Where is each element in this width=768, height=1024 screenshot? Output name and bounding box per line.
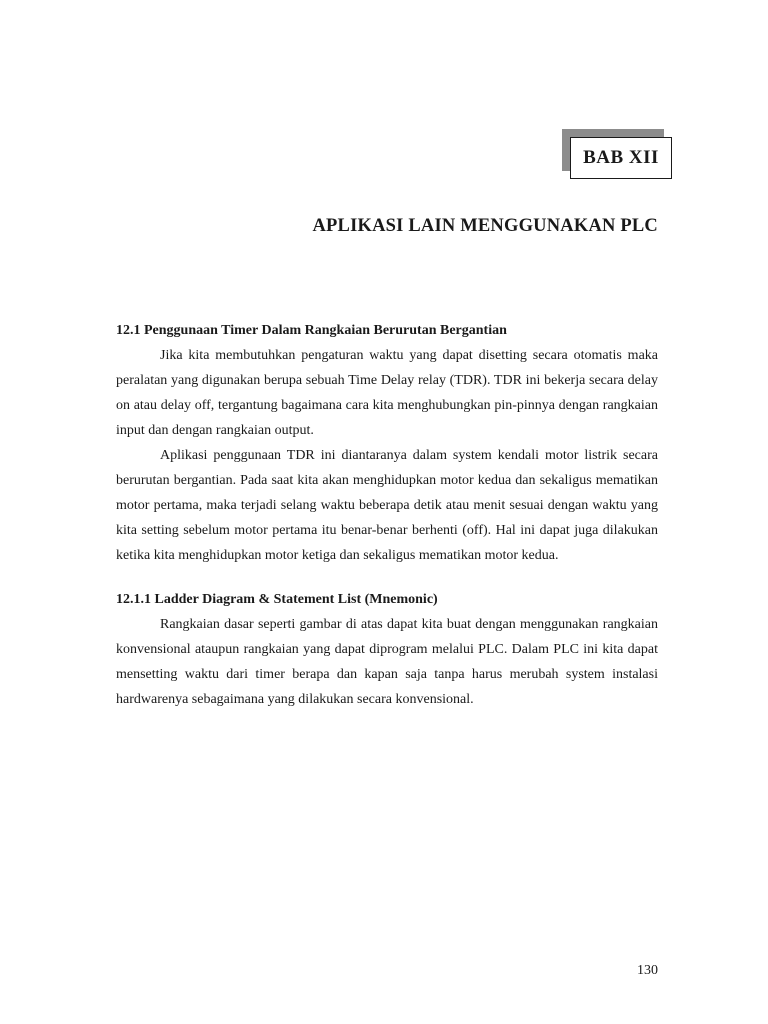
paragraph: Aplikasi penggunaan TDR ini diantaranya dalam system kendali motor listrik secara berurutan bergantian. Pada saat kita akan menghidupkan motor kedua dan sekaligus mematikan motor pertama, maka terjadi selang waktu beberapa detik atau menit sesuai dengan waktu yang kita setting sebelum motor pertama itu benar-benar berhenti (off). Hal ini dapat juga dilakukan ketika kita menghidupkan motor ketiga dan sekaligus mematikan motor kedua. (116, 448, 658, 563)
paragraph: Rangkaian dasar seperti gambar di atas dapat kita buat dengan menggunakan rangkaian konvensional ataupun rangkaian yang dapat diprogram melalui PLC. Dalam PLC ini kita dapat mensetting waktu dari timer berapa dan kapan saja tanpa harus merubah system instalasi hardwarenya sebagaimana yang dilakukan secara konvensional. (116, 617, 658, 707)
chapter-label-box (562, 129, 666, 173)
chapter-title: APLIKASI LAIN MENGGUNAKAN PLC (312, 216, 658, 236)
section-heading-12-1-1: 12.1.1 Ladder Diagram & Statement List (Mnemonic) (116, 592, 438, 607)
page-number: 130 (637, 963, 658, 978)
chapter-label: BAB XII (570, 137, 672, 179)
document-body (116, 318, 658, 712)
paragraph: Jika kita membutuhkan pengaturan waktu yang dapat disetting secara otomatis maka peralatan yang digunakan berupa sebuah Time Delay relay (TDR). TDR ini bekerja secara delay on atau delay off, tergantung bagaimana cara kita menghubungkan pin-pinnya dengan rangkaian input dan dengan rangkaian output. (116, 348, 658, 438)
section-gap (116, 568, 658, 587)
section-heading-12-1: 12.1 Penggunaan Timer Dalam Rangkaian Berurutan Bergantian (116, 323, 507, 338)
